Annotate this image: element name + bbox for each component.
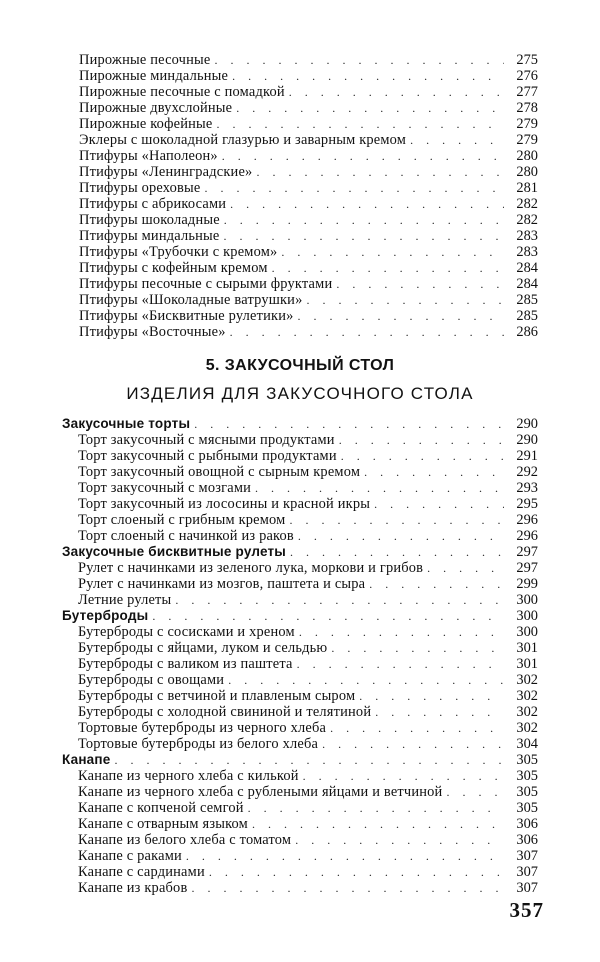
toc-entry — [0, 848, 600, 864]
toc-entry-title: Рулет с начинками из зеленого лука, моркови и грибов — [78, 560, 424, 576]
toc-entry-page: 296 — [516, 512, 538, 528]
toc-entry — [0, 656, 600, 672]
toc-entry-title: Канапе — [62, 752, 111, 767]
toc-entry-page: 297 — [516, 544, 538, 560]
toc-entry-title: Птифуры миндальные — [79, 228, 220, 244]
toc-entry — [0, 784, 600, 800]
dot-leader — [298, 308, 505, 324]
dot-leader — [255, 480, 504, 496]
dot-leader — [281, 244, 504, 260]
dot-leader — [306, 292, 504, 308]
dot-leader — [256, 164, 504, 180]
dot-leader — [175, 592, 504, 608]
toc-entry-title: Канапе с сардинами — [78, 864, 205, 880]
toc-entry-title: Канапе с копченой семгой — [78, 800, 244, 816]
dot-leader — [252, 816, 504, 832]
toc-entry-title: Птифуры шоколадные — [79, 212, 220, 228]
dot-leader — [194, 416, 504, 432]
dot-leader — [232, 68, 504, 84]
toc-entry-title: Рулет с начинками из мозгов, паштета и сыра — [78, 576, 366, 592]
dot-leader — [410, 132, 504, 148]
toc-entry — [0, 260, 600, 276]
toc-entry — [0, 100, 600, 116]
dot-leader — [272, 260, 504, 276]
toc-entry-title: Канапе с отварным языком — [78, 816, 248, 832]
toc-entry-title: Закусочные бисквитные рулеты — [62, 544, 287, 559]
toc-entry-title: Птифуры с абрикосами — [79, 196, 227, 212]
toc-entry-page: 307 — [516, 864, 538, 880]
dot-leader — [186, 848, 504, 864]
dot-leader — [369, 576, 504, 592]
toc-entry-title: Бутерброды с овощами — [78, 672, 225, 688]
dot-leader — [248, 800, 504, 816]
dot-leader — [375, 704, 504, 720]
toc-entry-page: 281 — [516, 180, 538, 196]
toc-entry — [0, 832, 600, 848]
dot-leader — [359, 688, 504, 704]
toc-entry-page: 285 — [516, 308, 538, 324]
toc-entry-title: Торт слоеный с грибным кремом — [78, 512, 286, 528]
toc-entry-title: Птифуры «Наполеон» — [79, 148, 218, 164]
toc-entry-title: Торт закусочный с мясными продуктами — [78, 432, 335, 448]
toc-entry-title: Закусочные торты — [62, 416, 191, 431]
toc-entry-title: Птифуры с кофейным кремом — [79, 260, 268, 276]
toc-entry-title: Бутерброды — [62, 608, 149, 623]
dot-leader — [290, 544, 504, 560]
toc-entry-page: 302 — [516, 704, 538, 720]
toc-entry — [0, 432, 600, 448]
toc-entry — [0, 672, 600, 688]
toc-entry-title: Торт закусочный овощной с сырным кремом — [78, 464, 361, 480]
section-subtitle: ИЗДЕЛИЯ ДЛЯ ЗАКУСОЧНОГО СТОЛА — [126, 384, 474, 403]
dot-leader — [303, 768, 504, 784]
toc-entry-title: Бутерброды с сосисками и хреном — [78, 624, 295, 640]
toc-entry-page: 306 — [516, 832, 538, 848]
toc-entry-page: 290 — [516, 432, 538, 448]
toc-entry-page: 305 — [516, 752, 538, 768]
toc-entry-title: Летние рулеты — [78, 592, 172, 608]
dot-leader — [330, 720, 504, 736]
toc-entry — [0, 480, 600, 496]
dot-leader — [230, 196, 504, 212]
toc-entry — [0, 52, 600, 68]
toc-entry-title: Канапе из черного хлеба с рублеными яйцами и ветчиной — [78, 784, 443, 800]
toc-entry — [0, 496, 600, 512]
dot-leader — [214, 52, 504, 68]
toc-entry-title: Птифуры песочные с сырыми фруктами — [79, 276, 333, 292]
toc-entry — [0, 736, 600, 752]
dot-leader — [322, 736, 504, 752]
toc-entry — [0, 528, 600, 544]
toc-entry — [0, 688, 600, 704]
toc-entry-page: 297 — [516, 560, 538, 576]
toc-entry-page: 300 — [516, 624, 538, 640]
toc-entry-page: 293 — [516, 480, 538, 496]
toc-entry — [0, 212, 600, 228]
toc-entry-title: Торт закусочный из лососины и красной икры — [78, 496, 371, 512]
dot-leader — [297, 656, 504, 672]
toc-entry-page: 279 — [516, 132, 538, 148]
toc-entry-title: Птифуры «Восточные» — [79, 324, 226, 340]
toc-group-heading — [0, 544, 600, 560]
toc-entry-title: Эклеры с шоколадной глазурью и заварным кремом — [79, 132, 407, 148]
toc-entry-page: 299 — [516, 576, 538, 592]
toc-entry-title: Пирожные песочные — [79, 52, 211, 68]
dot-leader — [230, 324, 504, 340]
dot-leader — [191, 880, 504, 896]
toc-entry — [0, 180, 600, 196]
toc-entry-title: Пирожные миндальные — [79, 68, 229, 84]
toc-entry — [0, 640, 600, 656]
toc-entry-title: Торт слоеный с начинкой из раков — [78, 528, 294, 544]
toc-entry-page: 301 — [516, 656, 538, 672]
toc-entry-title: Бутерброды с яйцами, луком и сельдью — [78, 640, 328, 656]
toc-entry — [0, 800, 600, 816]
toc-entry-title: Птифуры «Бисквитные рулетики» — [79, 308, 294, 324]
toc-entry — [0, 228, 600, 244]
toc-entry-title: Тортовые бутерброды из черного хлеба — [78, 720, 327, 736]
toc-entry-page: 282 — [516, 196, 538, 212]
toc-entry-title: Птифуры «Трубочки с кремом» — [79, 244, 278, 260]
toc-group-heading — [0, 416, 600, 432]
toc-entry — [0, 560, 600, 576]
toc-entry-page: 283 — [516, 244, 538, 260]
toc-entry-title: Канапе из черного хлеба с килькой — [78, 768, 299, 784]
toc-entry-page: 305 — [516, 768, 538, 784]
toc-entry-title: Торт закусочный с рыбными продуктами — [78, 448, 337, 464]
toc-entry-title: Пирожные двухслойные — [79, 100, 233, 116]
toc-entry-page: 300 — [516, 608, 538, 624]
toc-entry-page: 302 — [516, 720, 538, 736]
toc-entry-title: Канапе из крабов — [78, 880, 188, 896]
toc-entry — [0, 816, 600, 832]
toc-entry — [0, 464, 600, 480]
toc-entry-page: 277 — [516, 84, 538, 100]
toc-entry-page: 286 — [516, 324, 538, 340]
toc-entry-page: 295 — [516, 496, 538, 512]
toc-entry-page: 305 — [516, 800, 538, 816]
toc-entry — [0, 276, 600, 292]
dot-leader — [289, 84, 504, 100]
toc-pastries — [0, 52, 600, 340]
toc-entry — [0, 244, 600, 260]
toc-entry — [0, 148, 600, 164]
toc-entry-page: 305 — [516, 784, 538, 800]
toc-group-heading — [0, 608, 600, 624]
toc-entry-page: 291 — [516, 448, 538, 464]
toc-entry-page: 280 — [516, 164, 538, 180]
toc-entry-title: Бутерброды с ветчиной и плавленым сыром — [78, 688, 356, 704]
toc-entry-page: 304 — [516, 736, 538, 752]
toc-entry — [0, 624, 600, 640]
toc-snack-table — [0, 416, 600, 896]
toc-group-heading — [0, 752, 600, 768]
page-number: 357 — [509, 898, 544, 922]
toc-entry-page: 275 — [516, 52, 538, 68]
toc-entry — [0, 68, 600, 84]
toc-entry-page: 302 — [516, 672, 538, 688]
toc-entry-title: Птифуры «Ленинградские» — [79, 164, 253, 180]
dot-leader — [205, 180, 505, 196]
toc-entry — [0, 196, 600, 212]
toc-entry-page: 296 — [516, 528, 538, 544]
dot-leader — [152, 608, 504, 624]
toc-entry — [0, 132, 600, 148]
dot-leader — [336, 276, 504, 292]
dot-leader — [222, 148, 504, 164]
toc-entry-page: 307 — [516, 880, 538, 896]
toc-entry — [0, 164, 600, 180]
toc-entry-page: 290 — [516, 416, 538, 432]
toc-entry-title: Торт закусочный с мозгами — [78, 480, 252, 496]
dot-leader — [298, 528, 504, 544]
toc-entry-page: 276 — [516, 68, 538, 84]
toc-entry-title: Бутерброды с валиком из паштета — [78, 656, 293, 672]
toc-entry — [0, 768, 600, 784]
dot-leader — [295, 832, 504, 848]
toc-entry — [0, 576, 600, 592]
dot-leader — [236, 100, 504, 116]
toc-entry — [0, 880, 600, 896]
toc-entry — [0, 292, 600, 308]
toc-entry-title: Канапе с раками — [78, 848, 182, 864]
toc-entry-title: Птифуры ореховые — [79, 180, 201, 196]
toc-entry — [0, 704, 600, 720]
toc-entry-page: 283 — [516, 228, 538, 244]
dot-leader — [374, 496, 504, 512]
toc-entry — [0, 592, 600, 608]
dot-leader — [114, 752, 504, 768]
toc-entry — [0, 324, 600, 340]
toc-entry — [0, 84, 600, 100]
dot-leader — [228, 672, 504, 688]
toc-entry — [0, 448, 600, 464]
toc-entry-title: Пирожные песочные с помадкой — [79, 84, 285, 100]
dot-leader — [427, 560, 504, 576]
toc-entry-page: 284 — [516, 260, 538, 276]
toc-entry-page: 306 — [516, 816, 538, 832]
toc-entry-title: Пирожные кофейные — [79, 116, 213, 132]
dot-leader — [364, 464, 504, 480]
toc-entry-page: 302 — [516, 688, 538, 704]
toc-entry — [0, 116, 600, 132]
dot-leader — [224, 212, 504, 228]
toc-entry-page: 279 — [516, 116, 538, 132]
toc-entry-page: 284 — [516, 276, 538, 292]
dot-leader — [299, 624, 504, 640]
dot-leader — [223, 228, 504, 244]
section-title: 5. ЗАКУСОЧНЫЙ СТОЛ — [205, 357, 395, 374]
toc-entry-page: 300 — [516, 592, 538, 608]
toc-entry — [0, 864, 600, 880]
dot-leader — [339, 432, 504, 448]
toc-entry-title: Канапе из белого хлеба с томатом — [78, 832, 292, 848]
toc-entry-page: 301 — [516, 640, 538, 656]
toc-entry-title: Тортовые бутерброды из белого хлеба — [78, 736, 319, 752]
toc-entry-page: 280 — [516, 148, 538, 164]
dot-leader — [289, 512, 504, 528]
toc-entry-title: Бутерброды с холодной свининой и телятиной — [78, 704, 372, 720]
toc-entry — [0, 512, 600, 528]
toc-entry-page: 285 — [516, 292, 538, 308]
dot-leader — [341, 448, 504, 464]
toc-entry-page: 282 — [516, 212, 538, 228]
toc-entry — [0, 308, 600, 324]
dot-leader — [331, 640, 504, 656]
toc-entry-title: Птифуры «Шоколадные ватрушки» — [79, 292, 303, 308]
dot-leader — [209, 864, 504, 880]
dot-leader — [446, 784, 504, 800]
toc-entry-page: 278 — [516, 100, 538, 116]
toc-entry-page: 292 — [516, 464, 538, 480]
toc-entry — [0, 720, 600, 736]
dot-leader — [216, 116, 504, 132]
toc-entry-page: 307 — [516, 848, 538, 864]
